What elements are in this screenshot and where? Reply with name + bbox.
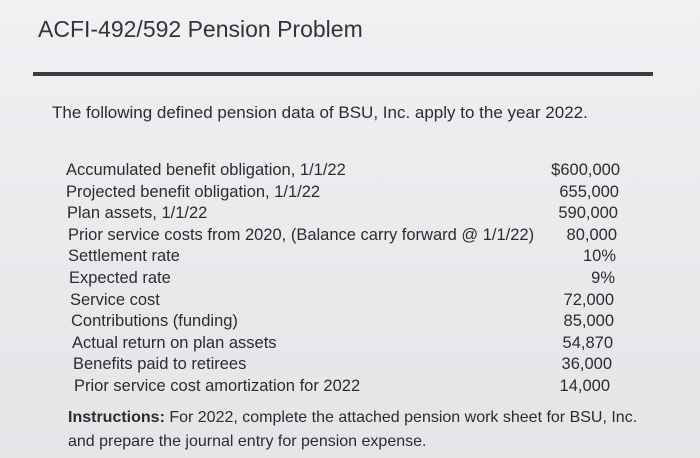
- instructions-text: [68, 406, 658, 454]
- page-title: ACFI-492/592 Pension Problem: [38, 16, 363, 42]
- row-value: 10%: [582, 247, 616, 266]
- data-row: [60, 354, 630, 376]
- instructions-body: For 2022, complete the attached pension work sheet for BSU, Inc. and prepare the journal entry for pension expense.: [68, 409, 638, 450]
- row-label: Service cost: [70, 290, 160, 309]
- row-label: Accumulated benefit obligation, 1/1/22: [66, 161, 346, 179]
- row-label: Expected rate: [69, 268, 171, 287]
- data-row: [60, 311, 630, 333]
- data-row: [60, 268, 630, 290]
- data-row: [60, 182, 630, 204]
- row-label: Plan assets, 1/1/22: [67, 204, 208, 223]
- row-label: Actual return on plan assets: [72, 333, 277, 352]
- data-row: [60, 246, 630, 268]
- row-label: Benefits paid to retirees: [73, 355, 247, 374]
- pension-data-table: [60, 160, 630, 398]
- title-divider: [33, 72, 653, 76]
- row-value: 590,000: [558, 204, 618, 223]
- data-row: [60, 160, 630, 182]
- intro-text: The following defined pension data of BSU, Inc. apply to the year 2022.: [52, 103, 588, 122]
- row-label: Settlement rate: [68, 247, 180, 266]
- row-value: 54,870: [562, 333, 613, 352]
- row-label: Contributions (funding): [71, 312, 238, 331]
- row-value: 36,000: [561, 355, 612, 374]
- row-value: 14,000: [559, 376, 610, 395]
- row-label: Prior service cost amortization for 2022: [74, 376, 361, 395]
- row-value: 80,000: [566, 225, 617, 244]
- row-label: Projected benefit obligation, 1/1/22: [66, 182, 321, 201]
- row-label: Prior service costs from 2020, (Balance carry forward @ 1/1/22): [68, 225, 535, 244]
- instructions-heading: Instructions:: [68, 409, 165, 426]
- row-value: 655,000: [559, 182, 619, 201]
- row-value: $600,000: [551, 161, 620, 179]
- data-row: [60, 333, 630, 355]
- data-row: [60, 290, 630, 312]
- data-row: [60, 376, 630, 398]
- data-row: [60, 225, 630, 247]
- row-value: 9%: [591, 268, 615, 287]
- row-value: 72,000: [563, 290, 614, 309]
- data-row: [60, 203, 630, 225]
- row-value: 85,000: [563, 312, 614, 331]
